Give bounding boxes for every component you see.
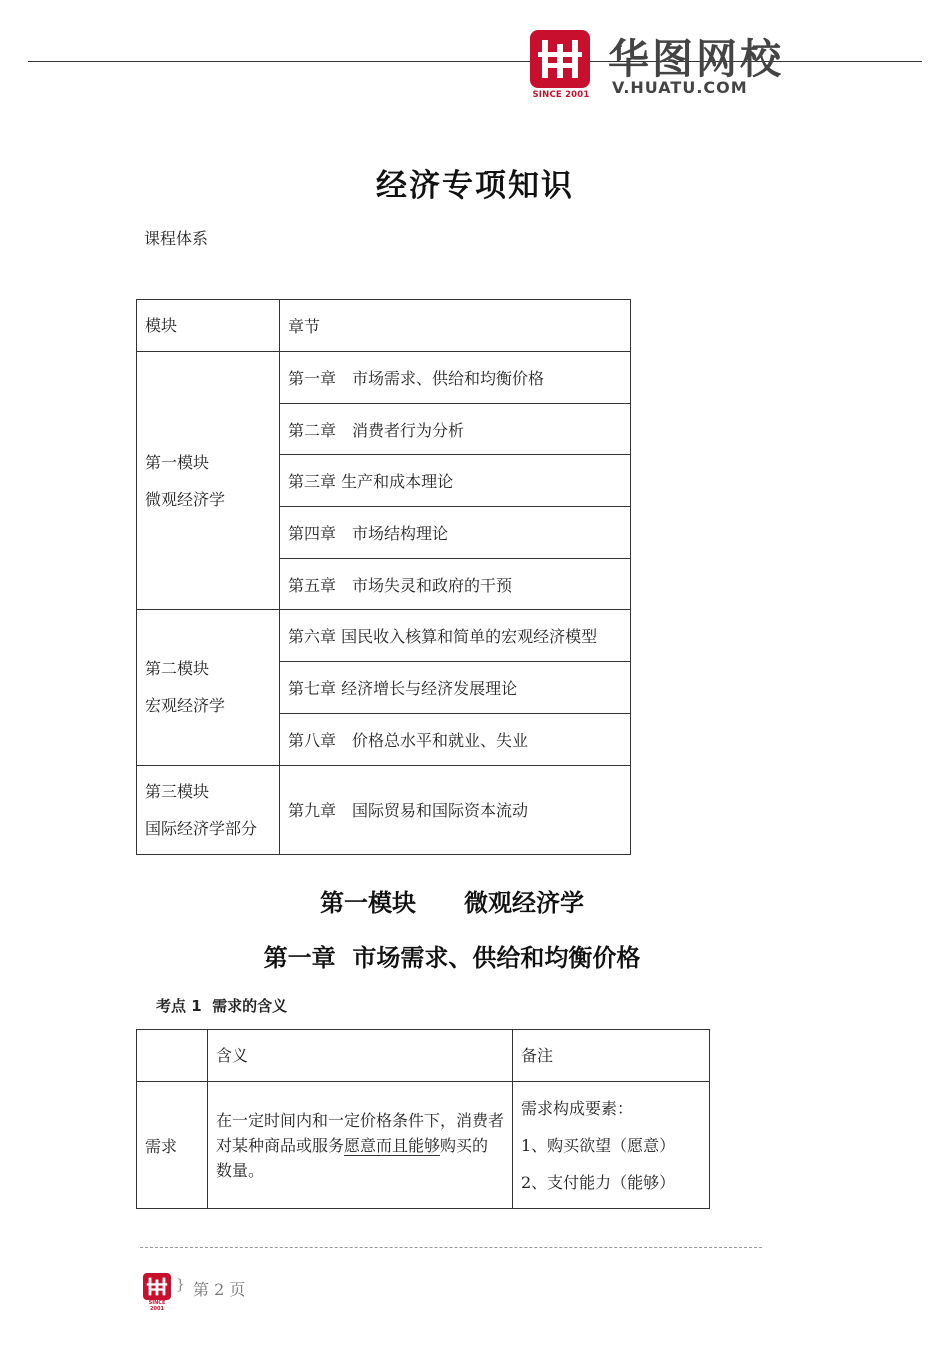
module-field: 微观经济学 [145, 489, 226, 509]
header-cell-notes: 备注 [513, 1030, 710, 1082]
module-name: 第三模块 [145, 781, 210, 801]
row-label-cell: 需求 [137, 1082, 208, 1209]
chapter-cell: 第三章 生产和成本理论 [280, 455, 631, 507]
chapter-cell: 第六章 国民收入核算和简单的宏观经济模型 [280, 610, 631, 662]
chapter-cell: 第九章 国际贸易和国际资本流动 [280, 765, 631, 854]
meaning-underlined-text: 愿意而且能够 [344, 1135, 441, 1155]
chapter-cell: 第五章 市场失灵和政府的干预 [280, 558, 631, 610]
header-cell-chapter: 章节 [280, 300, 631, 352]
header-cell-empty [137, 1030, 208, 1082]
note-line: 2、支付能力（能够） [521, 1172, 676, 1192]
page-number: 第 2 页 [193, 1280, 246, 1299]
document-subtitle: 课程体系 [144, 229, 209, 248]
module-cell [137, 352, 280, 610]
module-name: 第二模块 [145, 659, 210, 679]
module-field: 国际经济学部分 [145, 818, 258, 838]
chapter-cell: 第四章 市场结构理论 [280, 507, 631, 559]
logo-brand-name: 华图网校 [608, 35, 784, 83]
course-structure-table [136, 299, 631, 855]
footer-brace: } [176, 1277, 185, 1293]
footer-since-text: SINCE 2001 [148, 1300, 166, 1312]
logo-since-text: SINCE 2001 [532, 90, 590, 100]
meaning-text-end: 购买的数量。 [216, 1135, 489, 1180]
footer-logo-icon [143, 1273, 171, 1300]
table-header-row [137, 300, 631, 352]
chapter-cell: 第七章 经济增长与经济发展理论 [280, 662, 631, 714]
table-header-row [137, 1030, 710, 1082]
chapter-cell: 第八章 价格总水平和就业、失业 [280, 713, 631, 765]
chapter-cell: 第一章 市场需求、供给和均衡价格 [280, 352, 631, 404]
module-field: 宏观经济学 [145, 696, 226, 716]
module-cell [137, 610, 280, 765]
document-title: 经济专项知识 [376, 168, 574, 204]
note-line: 需求构成要素： [521, 1098, 634, 1118]
section-module-heading: 第一模块 微观经济学 [320, 888, 584, 917]
meaning-text: 在一定时间内和一定价格条件下，消费者对某种商品或服务 [216, 1110, 505, 1155]
meaning-cell [208, 1082, 513, 1209]
section-chapter-heading: 第一章 市场需求、供给和均衡价格 [263, 943, 641, 972]
logo-brand-url: V.HUATU.COM [612, 78, 748, 97]
huatu-logo-icon [530, 30, 590, 88]
table-row [137, 352, 631, 404]
table-row [137, 1082, 710, 1209]
module-cell [137, 765, 280, 854]
demand-definition-table [136, 1029, 710, 1209]
huatu-logo [530, 30, 830, 105]
table-row [137, 765, 631, 854]
footer-rule [140, 1247, 762, 1248]
table-row [137, 610, 631, 662]
note-line: 1、购买欲望（愿意） [521, 1135, 676, 1155]
header-cell-module: 模块 [137, 300, 280, 352]
module-name: 第一模块 [145, 452, 210, 472]
chapter-cell: 第二章 消费者行为分析 [280, 403, 631, 455]
notes-cell [513, 1082, 710, 1209]
exam-point-heading: 考点 1 需求的含义 [156, 997, 288, 1015]
header-cell-meaning: 含义 [208, 1030, 513, 1082]
